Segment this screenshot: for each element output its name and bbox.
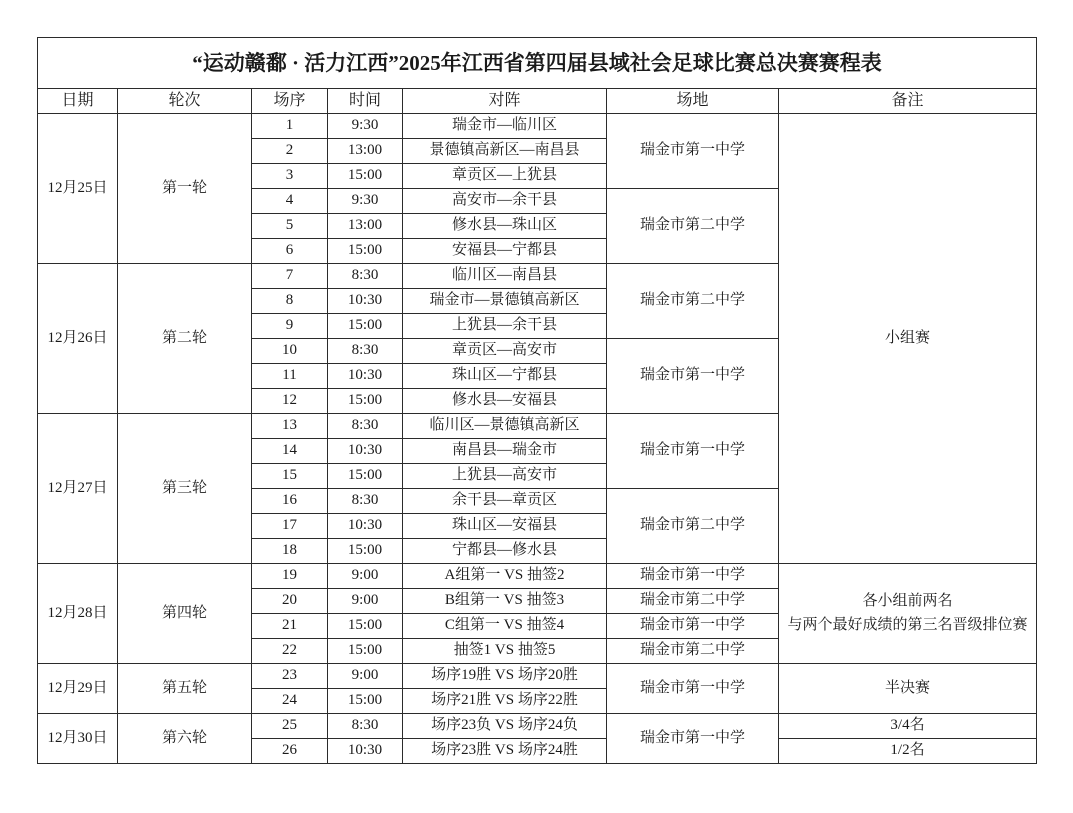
match-cell: 上犹县—高安市	[403, 464, 607, 489]
time-cell: 15:00	[328, 614, 403, 639]
time-cell: 15:00	[328, 239, 403, 264]
match-cell: 抽签1 VS 抽签5	[403, 639, 607, 664]
time-cell: 13:00	[328, 214, 403, 239]
seq-cell: 5	[252, 214, 328, 239]
match-cell: 瑞金市—景德镇高新区	[403, 289, 607, 314]
round-cell: 第六轮	[118, 714, 252, 764]
time-cell: 10:30	[328, 289, 403, 314]
match-cell: 临川区—景德镇高新区	[403, 414, 607, 439]
seq-cell: 13	[252, 414, 328, 439]
seq-cell: 26	[252, 739, 328, 764]
seq-cell: 19	[252, 564, 328, 589]
time-cell: 10:30	[328, 439, 403, 464]
match-cell: 瑞金市—临川区	[403, 114, 607, 139]
match-cell: A组第一 VS 抽签2	[403, 564, 607, 589]
venue-cell: 瑞金市第二中学	[607, 589, 779, 614]
seq-cell: 3	[252, 164, 328, 189]
table-row	[38, 114, 1037, 139]
seq-cell: 16	[252, 489, 328, 514]
table-row	[38, 664, 1037, 689]
notes-cell-third-place: 3/4名	[779, 714, 1037, 739]
match-cell: 章贡区—上犹县	[403, 164, 607, 189]
time-cell: 15:00	[328, 314, 403, 339]
header-venue: 场地	[607, 89, 779, 114]
venue-cell: 瑞金市第一中学	[607, 414, 779, 489]
match-cell: 上犹县—余干县	[403, 314, 607, 339]
venue-cell: 瑞金市第二中学	[607, 264, 779, 339]
round-cell: 第三轮	[118, 414, 252, 564]
seq-cell: 11	[252, 364, 328, 389]
seq-cell: 8	[252, 289, 328, 314]
time-cell: 9:00	[328, 564, 403, 589]
notes-round4-line1: 各小组前两名	[862, 593, 953, 610]
time-cell: 8:30	[328, 714, 403, 739]
time-cell: 13:00	[328, 139, 403, 164]
notes-round4-line2: 与两个最好成绩的第三名晋级排位赛	[787, 616, 1028, 633]
time-cell: 15:00	[328, 639, 403, 664]
round-cell: 第五轮	[118, 664, 252, 714]
venue-cell: 瑞金市第二中学	[607, 639, 779, 664]
notes-cell-semifinal: 半决赛	[779, 664, 1037, 714]
table-row	[38, 714, 1037, 739]
time-cell: 15:00	[328, 389, 403, 414]
time-cell: 8:30	[328, 414, 403, 439]
time-cell: 8:30	[328, 339, 403, 364]
seq-cell: 17	[252, 514, 328, 539]
seq-cell: 7	[252, 264, 328, 289]
round-cell: 第二轮	[118, 264, 252, 414]
venue-cell: 瑞金市第一中学	[607, 664, 779, 714]
time-cell: 10:30	[328, 739, 403, 764]
date-cell: 12月25日	[38, 114, 118, 264]
time-cell: 9:30	[328, 189, 403, 214]
venue-cell: 瑞金市第一中学	[607, 114, 779, 189]
date-cell: 12月29日	[38, 664, 118, 714]
match-cell: 修水县—安福县	[403, 389, 607, 414]
date-cell: 12月26日	[38, 264, 118, 414]
notes-cell-final: 1/2名	[779, 739, 1037, 764]
match-cell: 宁都县—修水县	[403, 539, 607, 564]
header-time: 时间	[328, 89, 403, 114]
time-cell: 15:00	[328, 464, 403, 489]
seq-cell: 15	[252, 464, 328, 489]
time-cell: 9:00	[328, 589, 403, 614]
match-cell: 景德镇高新区—南昌县	[403, 139, 607, 164]
date-cell: 12月30日	[38, 714, 118, 764]
venue-cell: 瑞金市第二中学	[607, 489, 779, 564]
venue-cell: 瑞金市第一中学	[607, 339, 779, 414]
seq-cell: 9	[252, 314, 328, 339]
seq-cell: 18	[252, 539, 328, 564]
seq-cell: 14	[252, 439, 328, 464]
date-cell: 12月27日	[38, 414, 118, 564]
seq-cell: 21	[252, 614, 328, 639]
match-cell: 场序23胜 VS 场序24胜	[403, 739, 607, 764]
match-cell: 余干县—章贡区	[403, 489, 607, 514]
seq-cell: 25	[252, 714, 328, 739]
match-cell: 临川区—南昌县	[403, 264, 607, 289]
seq-cell: 1	[252, 114, 328, 139]
seq-cell: 24	[252, 689, 328, 714]
seq-cell: 23	[252, 664, 328, 689]
time-cell: 8:30	[328, 264, 403, 289]
time-cell: 15:00	[328, 164, 403, 189]
match-cell: 南昌县—瑞金市	[403, 439, 607, 464]
notes-cell-round4	[779, 564, 1037, 664]
time-cell: 9:30	[328, 114, 403, 139]
match-cell: B组第一 VS 抽签3	[403, 589, 607, 614]
header-row	[38, 89, 1037, 114]
time-cell: 9:00	[328, 664, 403, 689]
venue-cell: 瑞金市第一中学	[607, 564, 779, 589]
match-cell: 高安市—余干县	[403, 189, 607, 214]
date-cell: 12月28日	[38, 564, 118, 664]
venue-cell: 瑞金市第一中学	[607, 614, 779, 639]
match-cell: C组第一 VS 抽签4	[403, 614, 607, 639]
match-cell: 珠山区—宁都县	[403, 364, 607, 389]
header-notes: 备注	[779, 89, 1037, 114]
table-row	[38, 564, 1037, 589]
seq-cell: 20	[252, 589, 328, 614]
schedule-sheet	[37, 37, 1037, 764]
match-cell: 场序19胜 VS 场序20胜	[403, 664, 607, 689]
notes-cell-group-stage: 小组赛	[779, 114, 1037, 564]
match-cell: 珠山区—安福县	[403, 514, 607, 539]
table-title: “运动赣鄱 · 活力江西”2025年江西省第四届县域社会足球比赛总决赛赛程表	[38, 38, 1037, 89]
match-cell: 场序21胜 VS 场序22胜	[403, 689, 607, 714]
header-round: 轮次	[118, 89, 252, 114]
seq-cell: 22	[252, 639, 328, 664]
header-match: 对阵	[403, 89, 607, 114]
seq-cell: 4	[252, 189, 328, 214]
header-seq: 场序	[252, 89, 328, 114]
time-cell: 10:30	[328, 364, 403, 389]
time-cell: 10:30	[328, 514, 403, 539]
seq-cell: 12	[252, 389, 328, 414]
seq-cell: 10	[252, 339, 328, 364]
time-cell: 15:00	[328, 539, 403, 564]
time-cell: 8:30	[328, 489, 403, 514]
match-cell: 章贡区—高安市	[403, 339, 607, 364]
match-cell: 安福县—宁都县	[403, 239, 607, 264]
seq-cell: 2	[252, 139, 328, 164]
round-cell: 第四轮	[118, 564, 252, 664]
venue-cell: 瑞金市第二中学	[607, 189, 779, 264]
title-row	[38, 38, 1037, 89]
time-cell: 15:00	[328, 689, 403, 714]
match-cell: 场序23负 VS 场序24负	[403, 714, 607, 739]
schedule-table	[37, 37, 1037, 764]
venue-cell: 瑞金市第一中学	[607, 714, 779, 764]
match-cell: 修水县—珠山区	[403, 214, 607, 239]
round-cell: 第一轮	[118, 114, 252, 264]
seq-cell: 6	[252, 239, 328, 264]
header-date: 日期	[38, 89, 118, 114]
